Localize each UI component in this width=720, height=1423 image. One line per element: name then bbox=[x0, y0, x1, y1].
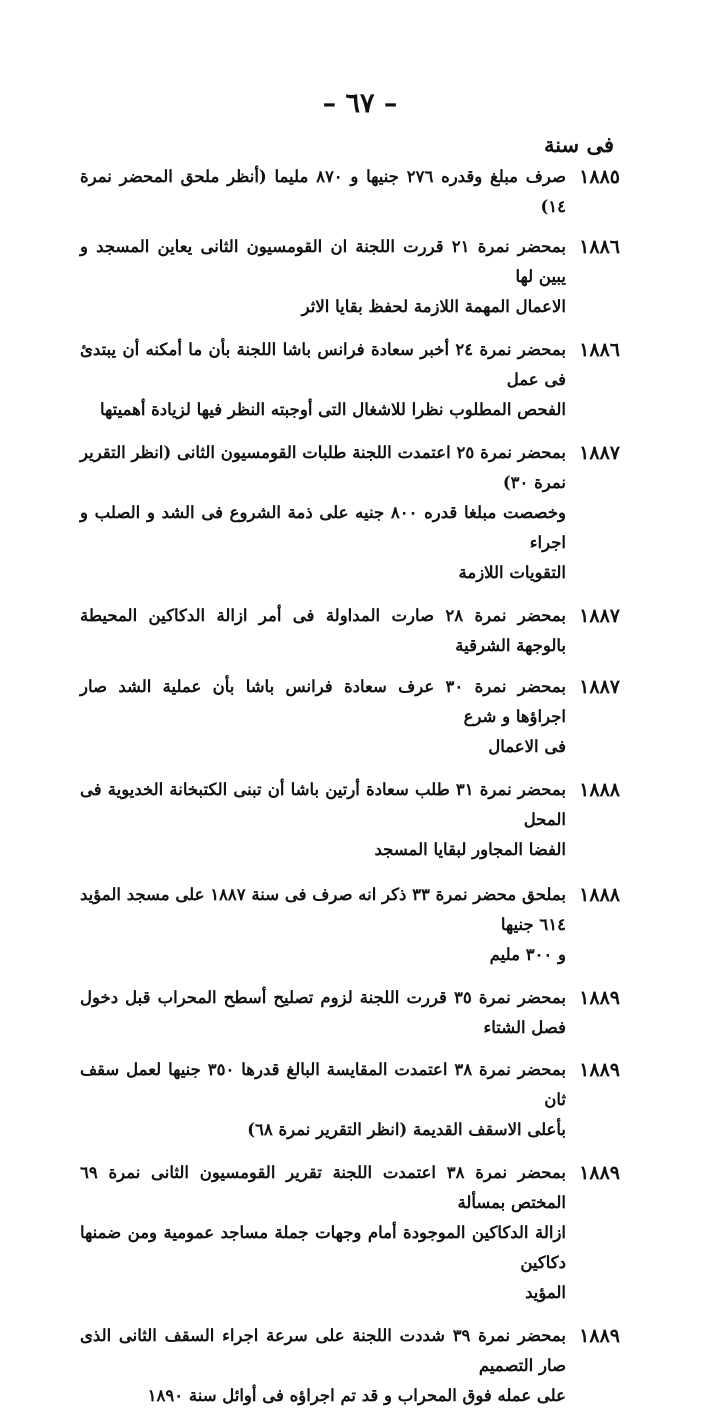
entry-line: صرف مبلغ وقدره ٢٧٦ جنيها و ٨٧٠ مليما (أنظر ملحق المحضر نمرة ١٤) bbox=[80, 167, 566, 216]
entry-year: ١٨٨٩ bbox=[579, 987, 620, 1009]
entry-line: الفحص المطلوب نظرا للاشغال التى أوجبته النظر فيها لزيادة أهميتها bbox=[99, 400, 566, 419]
entry-line: الفضا المجاور لبقايا المسجد bbox=[374, 840, 566, 859]
year-heading: فى سنة bbox=[543, 132, 614, 157]
entry-text bbox=[80, 775, 566, 865]
entry-item bbox=[80, 880, 620, 970]
entry-text bbox=[80, 672, 566, 762]
entry-item bbox=[80, 983, 620, 1043]
entry-year: ١٨٨٩ bbox=[579, 1059, 620, 1081]
entry-line: بمحضر نمرة ٢٥ اعتمدت اللجنة طلبات القومسيون الثانى (انظر التقرير نمرة ٣٠) bbox=[80, 443, 566, 492]
entry-line: بمحضر نمرة ٢٤ أخبر سعادة فرانس باشا اللجنة بأن ما أمكنه أن يبتدئ فى عمل bbox=[80, 340, 566, 389]
entry-line: الاعمال المهمة اللازمة لحفظ بقايا الاثر bbox=[301, 297, 566, 316]
entry-line: بمحضر نمرة ٢١ قررت اللجنة ان القومسيون الثانى يعاين المسجد و يبين لها bbox=[80, 237, 566, 286]
entry-year: ١٨٨٧ bbox=[579, 442, 620, 464]
entry-text bbox=[80, 232, 566, 322]
entry-line: ازالة الدكاكين الموجودة أمام وجهات جملة مساجد عمومية ومن ضمنها دكاكين bbox=[80, 1223, 566, 1272]
entry-text bbox=[80, 335, 566, 425]
entry-year: ١٨٨٦ bbox=[579, 236, 620, 258]
entry-item bbox=[80, 775, 620, 865]
entry-line: فى الاعمال bbox=[488, 737, 566, 756]
entry-line: بمحضر نمرة ٣٠ عرف سعادة فرانس باشا بأن عملية الشد صار اجراؤها و شرع bbox=[80, 677, 566, 726]
entry-item bbox=[80, 232, 620, 322]
entry-year: ١٨٨٧ bbox=[579, 676, 620, 698]
entry-line: بملحق محضر نمرة ٣٣ ذكر انه صرف فى سنة ١٨٨٧ على مسجد المؤيد ٦١٤ جنيها bbox=[80, 885, 566, 934]
entry-text bbox=[80, 601, 566, 661]
entry-text bbox=[80, 880, 566, 970]
entry-item bbox=[80, 162, 620, 222]
entry-year: ١٨٨٩ bbox=[579, 1325, 620, 1347]
entry-year: ١٨٨٦ bbox=[579, 339, 620, 361]
entry-item bbox=[80, 438, 620, 588]
entry-line: بأعلى الاسقف القديمة (انظر التقرير نمرة ٦٨) bbox=[247, 1120, 566, 1139]
entry-text bbox=[80, 1321, 566, 1411]
entry-line: التقويات اللازمة bbox=[458, 563, 566, 582]
entry-text bbox=[80, 983, 566, 1043]
entry-item bbox=[80, 1158, 620, 1308]
entry-line: و ٣٠٠ مليم bbox=[489, 945, 566, 964]
entry-line: وخصصت مبلغا قدره ٨٠٠ جنيه على ذمة الشروع فى الشد و الصلب و اجراء bbox=[80, 503, 566, 552]
entry-item bbox=[80, 335, 620, 425]
entry-line: بمحضر نمرة ٣٥ قررت اللجنة لزوم تصليح أسطح المحراب قبل دخول فصل الشتاء bbox=[80, 988, 566, 1037]
entry-year: ١٨٨٨ bbox=[579, 884, 620, 906]
entry-text bbox=[80, 162, 566, 222]
entry-year: ١٨٨٥ bbox=[579, 166, 620, 188]
entry-year: ١٨٨٩ bbox=[579, 1162, 620, 1184]
entry-line: بمحضر نمرة ٢٨ صارت المداولة فى أمر ازالة الدكاكين المحيطة بالوجهة الشرقية bbox=[80, 606, 566, 655]
page-number: – ٦٧ – bbox=[322, 88, 398, 119]
entries-list bbox=[80, 162, 620, 1423]
entry-line: بمحضر نمرة ٣٩ شددت اللجنة على سرعة اجراء السقف الثانى الذى صار التصميم bbox=[80, 1326, 566, 1375]
entry-text bbox=[80, 1158, 566, 1308]
entry-item bbox=[80, 1321, 620, 1411]
entry-year: ١٨٨٨ bbox=[579, 779, 620, 801]
entry-line: بمحضر نمرة ٣٨ اعتمدت المقايسة البالغ قدرها ٣٥٠ جنيها لعمل سقف ثان bbox=[80, 1060, 566, 1109]
entry-line: على عمله فوق المحراب و قد تم اجراؤه فى أوائل سنة ١٨٩٠ bbox=[147, 1386, 566, 1405]
entry-line: بمحضر نمرة ٣٨ اعتمدت اللجنة تقرير القومسيون الثانى نمرة ٦٩ المختص بمسألة bbox=[80, 1163, 566, 1212]
entry-line: المؤيد bbox=[525, 1283, 566, 1302]
entry-text bbox=[80, 438, 566, 588]
entry-text bbox=[80, 1055, 566, 1145]
entry-item bbox=[80, 672, 620, 762]
entry-year: ١٨٨٧ bbox=[579, 605, 620, 627]
entry-line: بمحضر نمرة ٣١ طلب سعادة أرتين باشا أن تبنى الكتبخانة الخديوية فى المحل bbox=[80, 780, 566, 829]
entry-item bbox=[80, 601, 620, 661]
entry-item bbox=[80, 1055, 620, 1145]
